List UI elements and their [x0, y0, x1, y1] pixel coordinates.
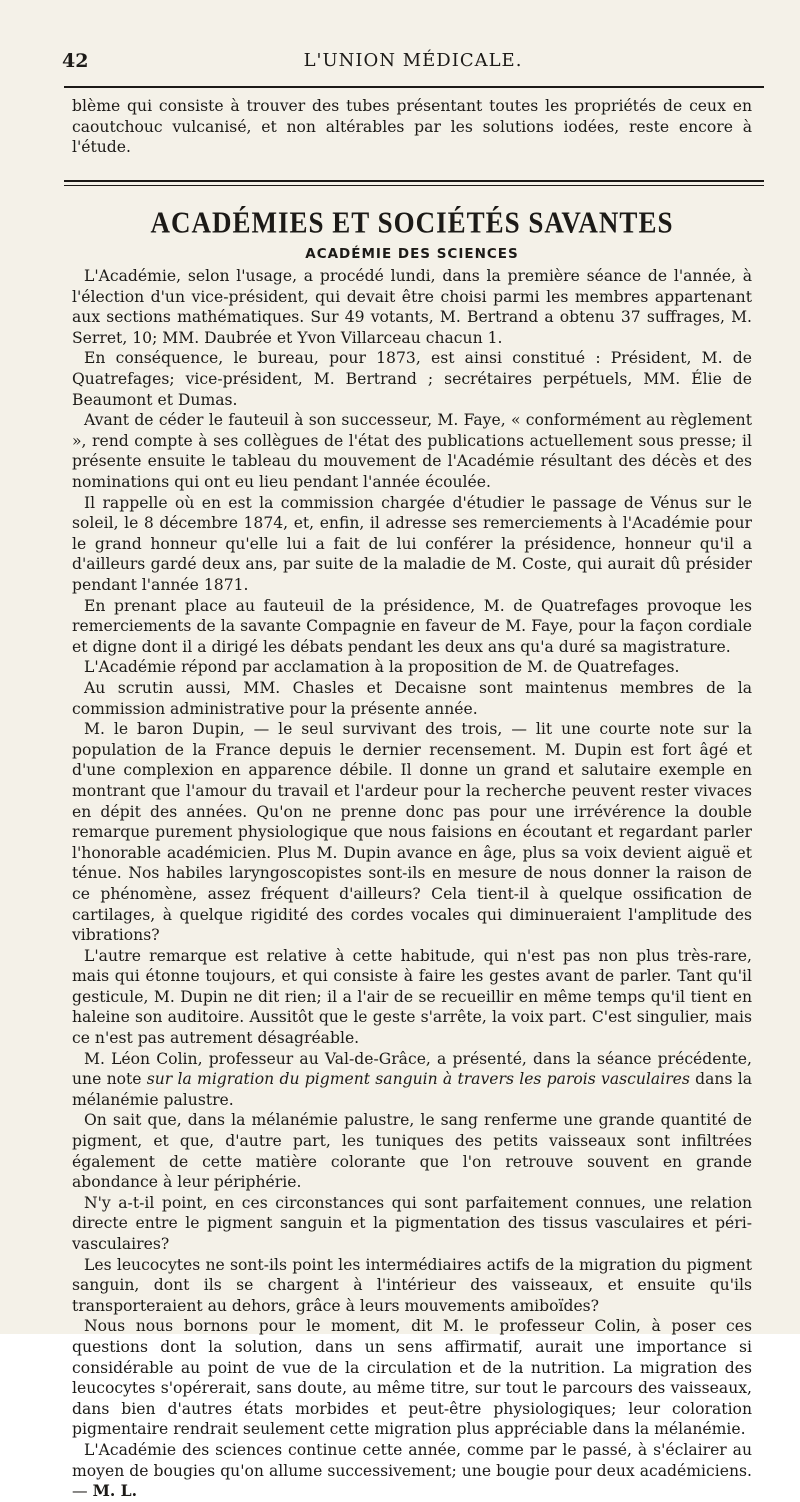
paragraph: L'autre remarque est relative à cette habitude, qui n'est pas non plus très-rare, mais qui étonne toujours, et qui consiste à faire les gestes avant de parler. Tant qu'il gesticule, M. Dupin ne dit rien; il a l'air de se recueillir en même temps qu'il tient en haleine son auditoire. Aussitôt que le geste s'arrête, la voix part. C'est singulier, mais ce n'est pas autrement désagréable. [72, 946, 752, 1048]
running-title: L'UNION MÉDICALE. [303, 50, 523, 71]
paragraph: On sait que, dans la mélanémie palustre, le sang renferme une grande quantité de pigment, et que, d'autre part, les tuniques des petits vaisseaux sont infiltrées également de cette matière colorante que l'on retrouve souvent en grande abondance à leur périphérie. [72, 1111, 752, 1192]
paragraph: En conséquence, le bureau, pour 1873, est ainsi constitué : Président, M. de Quatrefages; vice-président, M. Bertrand ; secrétaires perpétuels, MM. Élie de Beaumont et Dumas. [72, 349, 752, 409]
paragraph: L'Académie, selon l'usage, a procédé lundi, dans la première séance de l'année, à l'élection d'un vice-président, qui devait être choisi parmi les membres appartenant aux sections mathématiques. Sur 49 votants, M. Bertrand a obtenu 37 suffrages, M. Serret, 10; MM. Daubrée et Yvon Villarceau chacun 1. [72, 267, 752, 347]
header-rule [64, 86, 764, 88]
page-header [62, 50, 764, 80]
paragraph: Il rappelle où en est la commission chargée d'étudier le passage de Vénus sur le soleil, le 8 décembre 1874, et, enfin, il adresse ses remerciements à l'Académie pour le grand honneur qu'elle lui a fait de lui conférer la présidence, honneur qu'il a d'ailleurs gardé deux ans, par suite de la maladie de M. Coste, qui aurait dû présider pendant l'année 1871. [72, 493, 752, 595]
paragraph: Avant de céder le fauteuil à son successeur, M. Faye, « conformément au règlement », rend compte à ses collègues de l'état des publications actuellement sous presse; il présente ensuite le tableau du mouvement de l'Académie résultant des décès et des nominations qui ont eu lieu pendant l'année écoulée. [72, 411, 752, 492]
section-divider [64, 180, 764, 186]
author-signature: M. L. [92, 1481, 138, 1501]
page-number: 42 [62, 50, 89, 72]
final-text: L'Académie des sciences continue cette année, comme par le passé, à s'éclairer au moyen de bougies qu'on allume successivement; une bougie pour deux académiciens. — [72, 1440, 752, 1501]
colin-text-before: M. Léon Colin, professeur au Val-de-Grâce, a présenté, dans la séance précédente, une note [72, 1049, 752, 1089]
section-subtitle: ACADÉMIE DES SCIENCES [305, 246, 519, 263]
paragraph: Nous nous bornons pour le moment, dit M. le professeur Colin, à poser ces questions dont la solution, dans un sens affirmatif, aurait une importance si considérable au point de vue de la circulation et de la nutrition. La migration des leucocytes s'opérerait, sans doute, au même titre, sur tout le parcours des vaisseaux, dans bien d'autres états morbides et peut-être physiologiques; leur coloration pigmentaire rendrait seulement cette migration plus appréciable dans la mélanémie. [72, 1317, 752, 1439]
colin-text-after: dans la mélanémie palustre. [72, 1070, 752, 1109]
colin-note-title: sur la migration du pigment sanguin à travers les parois vasculaires [146, 1070, 690, 1089]
paragraph: Les leucocytes ne sont-ils point les intermédiaires actifs de la migration du pigment sanguin, dont ils se chargent à l'intérieur des vaisseaux, et ensuite qu'ils transporteraient au dehors, grâce à leurs mouvements amiboïdes? [72, 1255, 752, 1315]
paragraph: N'y a-t-il point, en ces circonstances qui sont parfaitement connues, une relation directe entre le pigment sanguin et la pigmentation des tissus vasculaires et péri-vasculaires? [72, 1193, 752, 1254]
paragraph: L'Académie répond par acclamation à la proposition de M. de Quatrefages. [84, 658, 680, 677]
intro-paragraph: blème qui consiste à trouver des tubes présentant toutes les propriétés de ceux en caoutchouc vulcanisé, et non altérables par les solutions iodées, reste encore à l'étude. [72, 97, 752, 157]
article-body [72, 266, 752, 1502]
page-content [72, 96, 752, 1502]
final-paragraph [72, 1440, 752, 1502]
paragraph: En prenant place au fauteuil de la présidence, M. de Quatrefages provoque les remerciements de la savante Compagnie en faveur de M. Faye, pour la façon cordiale et digne dont il a dirigé les débats pendant les deux ans qu'a duré sa magistrature. [72, 596, 752, 656]
section-title: ACADÉMIES ET SOCIÉTÉS SAVANTES [150, 204, 674, 240]
paragraph: Au scrutin aussi, MM. Chasles et Decaisne sont maintenus membres de la commission administrative pour la présente année. [72, 678, 752, 718]
colin-paragraph [72, 1049, 752, 1111]
paragraph: M. le baron Dupin, — le seul survivant des trois, — lit une courte note sur la population de la France depuis le dernier recensement. M. Dupin est fort âgé et d'une complexion en apparence débile. Il donne un grand et salutaire exemple en montrant que l'amour du travail et l'ardeur pour la recherche peuvent rester vivaces en dépit des années. Qu'on ne prenne donc pas pour une irrévérence la double remarque purement physiologique que nous faisions en écoutant et regardant parler l'honorable académicien. Plus M. Dupin avance en âge, plus sa voix devient aiguë et ténue. Nos habiles laryngoscopistes sont-ils en mesure de nous donner la raison de ce phénomène, assez fréquent d'ailleurs? Cela tient-il à quelque ossification de cartilages, à quelque rigidité des cordes vocales qui diminueraient l'amplitude des vibrations? [72, 720, 752, 945]
